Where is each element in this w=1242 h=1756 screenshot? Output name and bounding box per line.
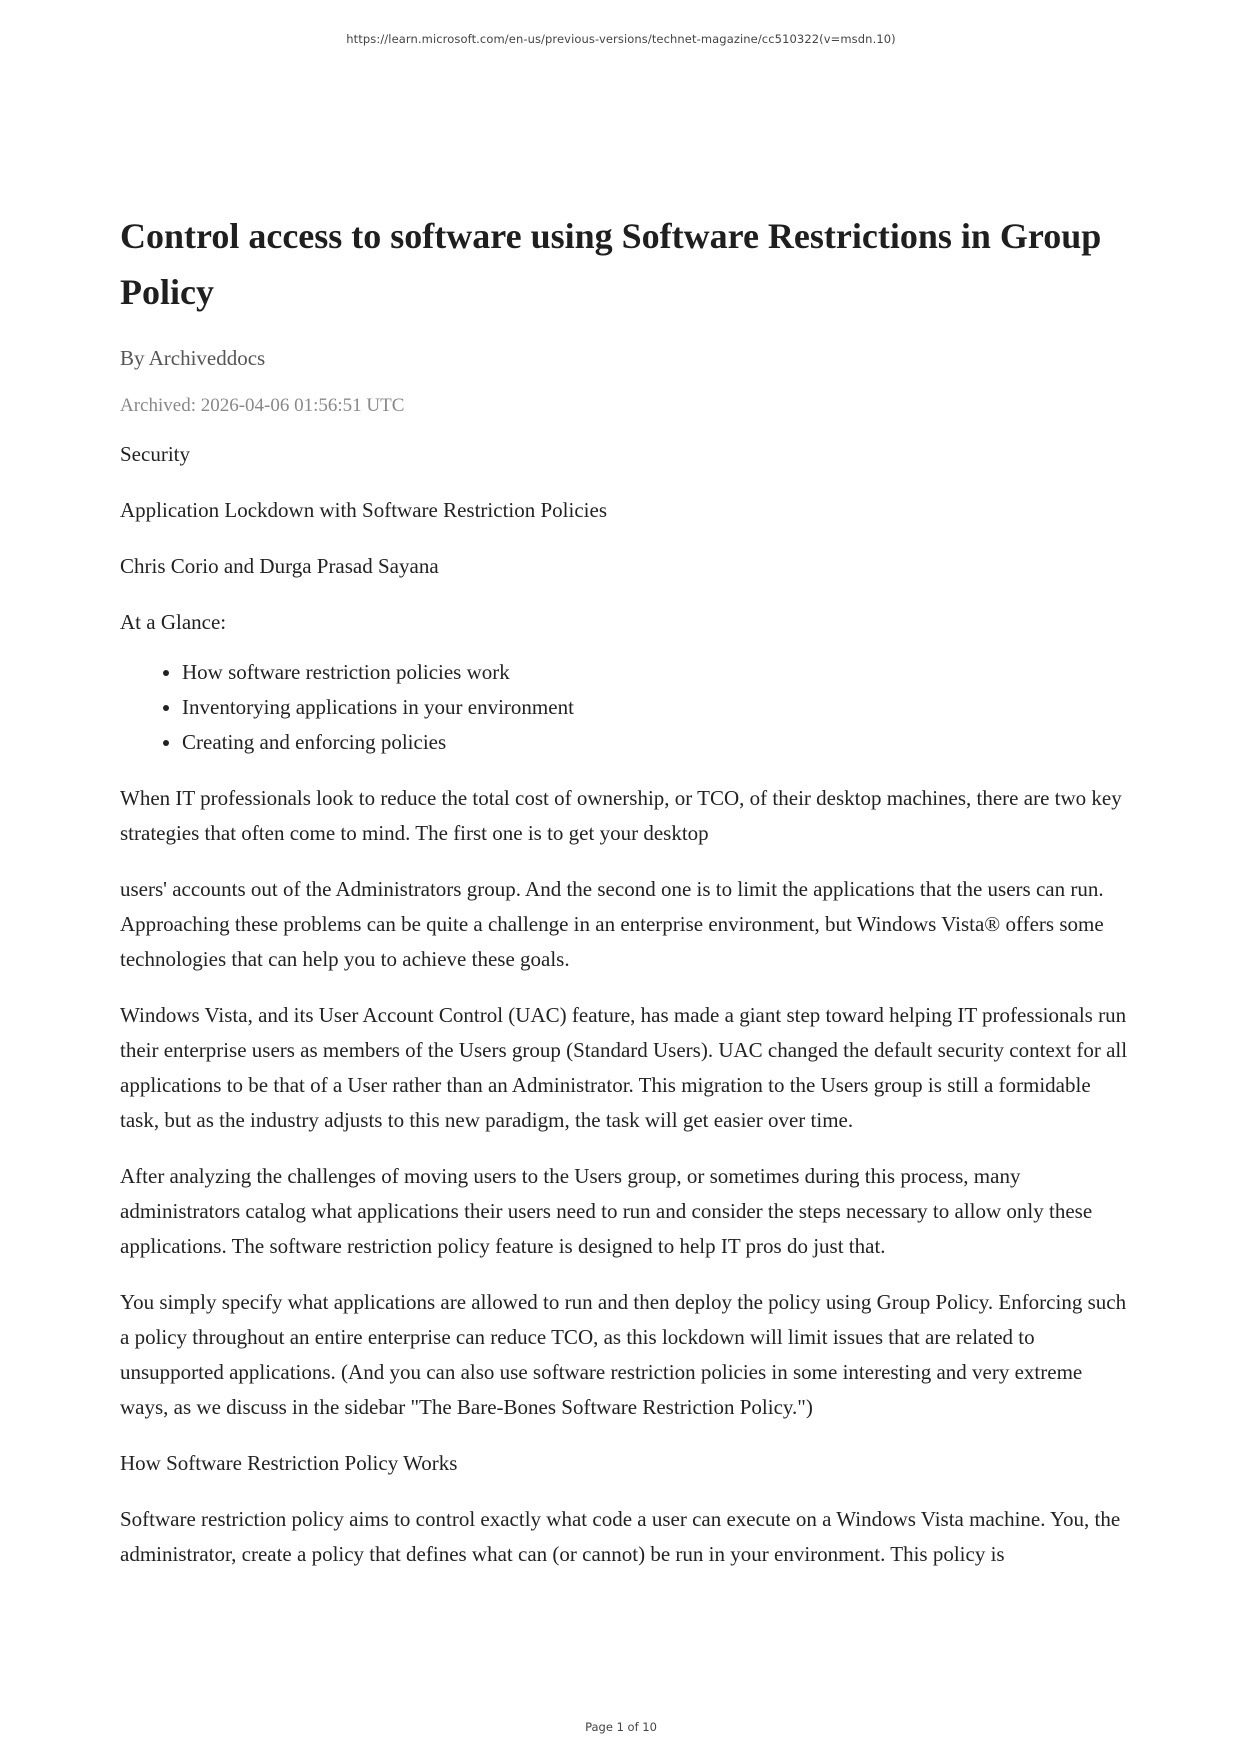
- archived-timestamp: Archived: 2026-04-06 01:56:51 UTC: [120, 395, 405, 416]
- list-item: • Creating and enforcing policies: [182, 725, 1132, 760]
- article-content: [120, 208, 1132, 1572]
- glance-heading: At a Glance:: [120, 610, 227, 634]
- article-title: Control access to software using Software Restrictions in Group Policy: [120, 216, 1102, 312]
- page-number: Page 1 of 10: [585, 1720, 657, 1734]
- authors: Chris Corio and Durga Prasad Sayana: [120, 554, 439, 578]
- source-url[interactable]: https://learn.microsoft.com/en-us/previous-versions/technet-magazine/cc510322(v=msdn.10): [346, 32, 896, 46]
- paragraph-continuation: users' accounts out of the Administrators group. And the second one is to limit the applications that the users can run. Approaching these problems can be quite a challenge in an enterprise environment, but Windows Vista® offers some technologies that can help you to achieve these goals.: [120, 877, 1104, 971]
- paragraph-uac: Windows Vista, and its User Account Control (UAC) feature, has made a giant step toward helping IT professionals run their enterprise users as members of the Users group (Standard Users). UAC changed the default security context for all applications to be that of a User rather than an Administrator. This migration to the Users group is still a formidable task, but as the industry adjusts to this new paradigm, the task will get easier over time.: [120, 1003, 1128, 1132]
- list-item: • Inventorying applications in your environment: [182, 690, 1132, 725]
- paragraph-group-policy: You simply specify what applications are allowed to run and then deploy the policy using Group Policy. Enforcing such a policy throughout an entire enterprise can reduce TCO, as this lockdown will limit issues that are related to unsupported applications. (And you can also use software restriction policies in some interesting and very extreme ways, as we discuss in the sidebar "The Bare-Bones Software Restriction Policy."): [120, 1290, 1127, 1419]
- section-heading: How Software Restriction Policy Works: [120, 1451, 458, 1475]
- category-label: Security: [120, 442, 190, 466]
- list-item: • How software restriction policies work: [182, 655, 1132, 690]
- paragraph-analysis: After analyzing the challenges of moving users to the Users group, or sometimes during this process, many administrators catalog what applications their users need to run and consider the steps necessary to allow only these applications. The software restriction policy feature is designed to help IT pros do just that.: [120, 1164, 1093, 1258]
- glance-list: [120, 655, 1132, 760]
- paragraph-intro: When IT professionals look to reduce the total cost of ownership, or TCO, of their desktop machines, there are two key strategies that often come to mind. The first one is to get your desktop: [120, 786, 1122, 845]
- byline: By Archiveddocs: [120, 346, 266, 370]
- article-subtitle: Application Lockdown with Software Restriction Policies: [120, 498, 607, 522]
- paragraph-how-it-works: Software restriction policy aims to control exactly what code a user can execute on a Windows Vista machine. You, the administrator, create a policy that defines what can (or cannot) be run in your environment. This policy is: [120, 1507, 1121, 1566]
